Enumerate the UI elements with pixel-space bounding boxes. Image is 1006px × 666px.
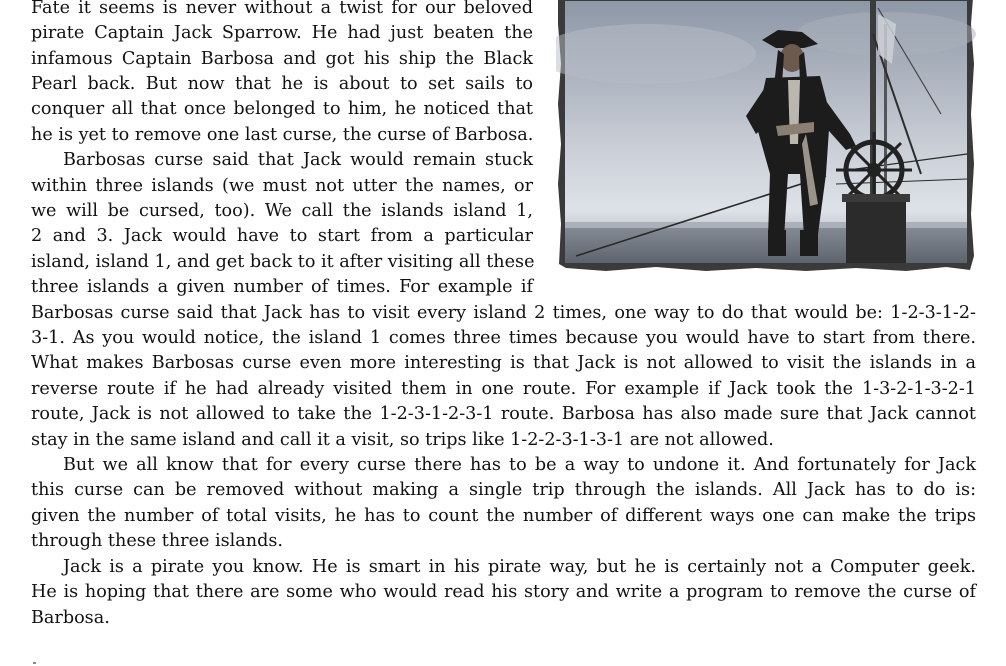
text-line: Barbosas curse said that Jack would remain stuck xyxy=(63,150,533,170)
text-line: we will be cursed, too). We call the islands island 1, xyxy=(31,201,533,221)
text-line: He is hoping that there are some who would read his story and write a program to remove the curse of xyxy=(31,582,976,602)
text-line: 2 and 3. Jack would have to start from a particular xyxy=(31,226,533,246)
pirate-on-ship-photo xyxy=(556,0,976,274)
text-line: Barbosa. xyxy=(31,608,110,628)
text-line: Pearl back. But now that he is about to set sails to xyxy=(31,74,533,94)
text-line: conquer all that once belonged to him, he noticed that xyxy=(31,99,533,119)
text-line: infamous Captain Barbosa and got his ship the Black xyxy=(31,49,533,69)
stray-mark xyxy=(33,662,36,664)
text-line: Fate it seems is never without a twist for our beloved xyxy=(31,0,533,18)
text-line: route, Jack is not allowed to take the 1-2-3-1-2-3-1 route. Barbosa has also made sure that Jack cannot xyxy=(31,404,976,424)
text-line: Jack is a pirate you know. He is smart in his pirate way, but he is certainly not a Computer geek. xyxy=(63,557,976,577)
text-line: given the number of total visits, he has to count the number of different ways one can make the trips xyxy=(31,506,976,526)
text-line: But we all know that for every curse there has to be a way to undone it. And fortunately for Jack xyxy=(63,455,976,475)
text-line: island, island 1, and get back to it after visiting all these xyxy=(31,252,535,272)
text-line: reverse route if he had already visited them in one route. For example if Jack took the 1-3-2-1-3-2-1 xyxy=(31,379,976,399)
text-line: Barbosas curse said that Jack has to visit every island 2 times, one way to do that would be: 1-2-3-1-2- xyxy=(31,303,976,323)
text-line: three islands a given number of times. For example if xyxy=(31,277,533,297)
text-line: within three islands (we must not utter the names, or xyxy=(31,176,533,196)
text-line: stay in the same island and call it a visit, so trips like 1-2-2-3-1-3-1 are not allowed. xyxy=(31,430,774,450)
text-line: 3-1. As you would notice, the island 1 comes three times because you would have to start from there. xyxy=(31,328,976,348)
text-line: pirate Captain Jack Sparrow. He had just beaten the xyxy=(31,23,533,43)
text-line: he is yet to remove one last curse, the curse of Barbosa. xyxy=(31,125,534,145)
text-line: through these three islands. xyxy=(31,531,283,551)
text-line: What makes Barbosas curse even more interesting is that Jack is not allowed to visit the islands in a xyxy=(31,353,976,373)
text-line: this curse can be removed without making a single trip through the islands. All Jack has to do is: xyxy=(31,480,976,500)
